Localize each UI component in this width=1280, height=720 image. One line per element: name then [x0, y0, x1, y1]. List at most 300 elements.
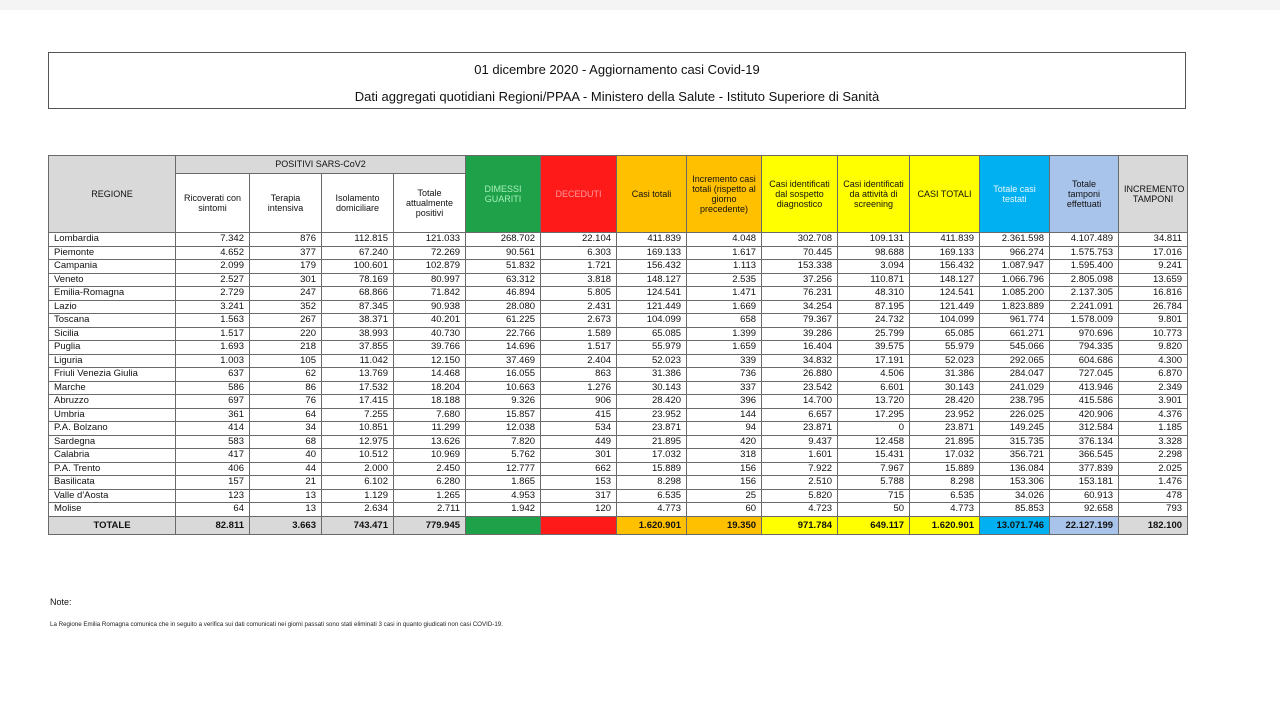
data-cell: 156.432 — [617, 260, 687, 274]
header-ricoverati: Ricoverati con sintomi — [176, 174, 250, 233]
data-cell: 16.055 — [466, 368, 541, 382]
data-cell: 339 — [687, 354, 762, 368]
data-cell: 1.865 — [466, 476, 541, 490]
table-row — [49, 354, 1188, 368]
data-cell: 5.762 — [466, 449, 541, 463]
data-cell: 64 — [250, 408, 322, 422]
header-totale-positivi: Totale attualmente positivi — [394, 174, 466, 233]
data-cell: 268.702 — [466, 233, 541, 247]
region-name-cell: Molise — [49, 503, 176, 517]
data-cell: 23.952 — [617, 408, 687, 422]
data-cell: 301 — [250, 273, 322, 287]
data-cell: 876 — [250, 233, 322, 247]
data-cell: 715 — [838, 489, 910, 503]
data-cell: 658 — [687, 314, 762, 328]
data-cell: 104.099 — [617, 314, 687, 328]
table-row — [49, 462, 1188, 476]
header-incremento-casi: Incremento casi totali (rispetto al giorno precedente) — [687, 156, 762, 233]
data-cell: 604.686 — [1050, 354, 1119, 368]
total-cell: 1.620.901 — [617, 516, 687, 534]
header-terapia-intensiva: Terapia intensiva — [250, 174, 322, 233]
data-cell: 1.517 — [541, 341, 617, 355]
header-isolamento: Isolamento domiciliare — [322, 174, 394, 233]
data-cell: 3.901 — [1119, 395, 1188, 409]
data-cell: 12.975 — [322, 435, 394, 449]
data-cell: 7.680 — [394, 408, 466, 422]
data-cell: 415.586 — [1050, 395, 1119, 409]
region-name-cell: Toscana — [49, 314, 176, 328]
total-cell: 971.784 — [762, 516, 838, 534]
data-cell: 124.541 — [617, 287, 687, 301]
data-cell: 361 — [176, 408, 250, 422]
data-cell: 1.575.753 — [1050, 246, 1119, 260]
data-cell: 76.231 — [762, 287, 838, 301]
data-cell: 34 — [250, 422, 322, 436]
data-cell: 2.099 — [176, 260, 250, 274]
data-cell: 98.688 — [838, 246, 910, 260]
data-cell: 1.476 — [1119, 476, 1188, 490]
region-name-cell: P.A. Trento — [49, 462, 176, 476]
data-cell: 1.942 — [466, 503, 541, 517]
data-cell: 169.133 — [910, 246, 980, 260]
notes-label: Note: — [50, 597, 72, 607]
data-cell: 1.601 — [762, 449, 838, 463]
data-cell: 1.066.796 — [980, 273, 1050, 287]
region-name-cell: Sardegna — [49, 435, 176, 449]
data-cell: 169.133 — [617, 246, 687, 260]
data-cell: 6.657 — [762, 408, 838, 422]
data-cell: 218 — [250, 341, 322, 355]
data-cell: 87.345 — [322, 300, 394, 314]
data-cell: 23.542 — [762, 381, 838, 395]
report-subtitle: Dati aggregati quotidiani Regioni/PPAA - Ministero della Salute - Istituto Superiore di Sanità — [354, 89, 880, 104]
data-cell: 1.129 — [322, 489, 394, 503]
data-cell: 1.276 — [541, 381, 617, 395]
data-cell: 10.512 — [322, 449, 394, 463]
table-row — [49, 233, 1188, 247]
data-cell: 377 — [250, 246, 322, 260]
data-cell: 26.784 — [1119, 300, 1188, 314]
data-cell: 37.469 — [466, 354, 541, 368]
data-cell: 6.280 — [394, 476, 466, 490]
data-cell: 4.652 — [176, 246, 250, 260]
data-cell: 1.399 — [687, 327, 762, 341]
data-cell: 317 — [541, 489, 617, 503]
data-cell: 420.906 — [1050, 408, 1119, 422]
data-cell: 318 — [687, 449, 762, 463]
data-cell: 38.993 — [322, 327, 394, 341]
data-cell: 9.801 — [1119, 314, 1188, 328]
totals-label: TOTALE — [49, 516, 176, 534]
data-cell: 37.855 — [322, 341, 394, 355]
table-row — [49, 395, 1188, 409]
data-cell: 14.468 — [394, 368, 466, 382]
data-cell: 4.376 — [1119, 408, 1188, 422]
data-cell: 16.404 — [762, 341, 838, 355]
data-cell: 86 — [250, 381, 322, 395]
data-cell: 23.871 — [910, 422, 980, 436]
positivi-group-header: POSITIVI SARS-CoV2 — [176, 156, 466, 174]
data-cell: 6.102 — [322, 476, 394, 490]
covid-data-table — [48, 155, 1188, 535]
data-cell: 22.766 — [466, 327, 541, 341]
data-cell: 30.143 — [910, 381, 980, 395]
data-cell: 9.326 — [466, 395, 541, 409]
data-cell: 10.773 — [1119, 327, 1188, 341]
data-cell: 78.169 — [322, 273, 394, 287]
data-cell: 377.839 — [1050, 462, 1119, 476]
data-cell: 11.042 — [322, 354, 394, 368]
data-cell: 226.025 — [980, 408, 1050, 422]
region-name-cell: Piemonte — [49, 246, 176, 260]
table-row — [49, 273, 1188, 287]
data-cell: 4.107.489 — [1050, 233, 1119, 247]
data-cell: 4.773 — [617, 503, 687, 517]
region-name-cell: Calabria — [49, 449, 176, 463]
data-cell: 72.269 — [394, 246, 466, 260]
data-cell: 2.729 — [176, 287, 250, 301]
data-cell: 62 — [250, 368, 322, 382]
data-cell: 6.601 — [838, 381, 910, 395]
header-casi-totali-2: CASI TOTALI — [910, 156, 980, 233]
data-cell: 1.113 — [687, 260, 762, 274]
data-cell: 1.693 — [176, 341, 250, 355]
data-cell: 112.815 — [322, 233, 394, 247]
data-cell: 5.805 — [541, 287, 617, 301]
data-cell: 6.870 — [1119, 368, 1188, 382]
data-cell: 1.265 — [394, 489, 466, 503]
data-cell: 51.832 — [466, 260, 541, 274]
table-row — [49, 476, 1188, 490]
data-cell: 102.879 — [394, 260, 466, 274]
data-cell: 13.659 — [1119, 273, 1188, 287]
data-cell: 157 — [176, 476, 250, 490]
data-cell: 1.517 — [176, 327, 250, 341]
data-cell: 4.300 — [1119, 354, 1188, 368]
region-name-cell: Puglia — [49, 341, 176, 355]
data-cell: 28.420 — [910, 395, 980, 409]
total-cell: 649.117 — [838, 516, 910, 534]
data-cell: 17.016 — [1119, 246, 1188, 260]
data-cell: 414 — [176, 422, 250, 436]
region-name-cell: Veneto — [49, 273, 176, 287]
data-cell: 44 — [250, 462, 322, 476]
data-cell: 153.181 — [1050, 476, 1119, 490]
data-cell: 18.204 — [394, 381, 466, 395]
data-cell: 64 — [176, 503, 250, 517]
data-cell: 727.045 — [1050, 368, 1119, 382]
data-cell: 10.663 — [466, 381, 541, 395]
data-cell: 15.889 — [617, 462, 687, 476]
data-cell: 55.979 — [617, 341, 687, 355]
data-cell: 40 — [250, 449, 322, 463]
total-cell: 3.663 — [250, 516, 322, 534]
table-row — [49, 449, 1188, 463]
data-cell: 4.723 — [762, 503, 838, 517]
data-cell: 60.913 — [1050, 489, 1119, 503]
data-cell: 100.601 — [322, 260, 394, 274]
data-cell: 9.437 — [762, 435, 838, 449]
data-cell: 50 — [838, 503, 910, 517]
data-cell: 1.563 — [176, 314, 250, 328]
data-cell: 23.871 — [762, 422, 838, 436]
data-cell: 120 — [541, 503, 617, 517]
data-cell: 67.240 — [322, 246, 394, 260]
data-cell: 352 — [250, 300, 322, 314]
data-cell: 3.094 — [838, 260, 910, 274]
data-cell: 337 — [687, 381, 762, 395]
data-cell: 22.104 — [541, 233, 617, 247]
data-cell: 6.535 — [910, 489, 980, 503]
data-cell: 420 — [687, 435, 762, 449]
data-cell: 315.735 — [980, 435, 1050, 449]
data-cell: 411.839 — [617, 233, 687, 247]
data-cell: 34.026 — [980, 489, 1050, 503]
data-cell: 21.895 — [617, 435, 687, 449]
data-cell: 17.032 — [910, 449, 980, 463]
data-cell: 794.335 — [1050, 341, 1119, 355]
data-cell: 3.241 — [176, 300, 250, 314]
data-cell: 92.658 — [1050, 503, 1119, 517]
data-cell: 2.025 — [1119, 462, 1188, 476]
data-cell: 1.185 — [1119, 422, 1188, 436]
table-row — [49, 287, 1188, 301]
data-cell: 7.342 — [176, 233, 250, 247]
data-cell: 661.271 — [980, 327, 1050, 341]
data-cell: 156 — [687, 476, 762, 490]
data-cell: 534 — [541, 422, 617, 436]
data-cell: 396 — [687, 395, 762, 409]
total-cell: 784.595 — [466, 516, 541, 534]
data-cell: 39.575 — [838, 341, 910, 355]
total-cell: 779.945 — [394, 516, 466, 534]
data-cell: 18.188 — [394, 395, 466, 409]
data-cell: 1.721 — [541, 260, 617, 274]
data-cell: 34.254 — [762, 300, 838, 314]
data-cell: 105 — [250, 354, 322, 368]
data-cell: 736 — [687, 368, 762, 382]
data-cell: 17.415 — [322, 395, 394, 409]
data-cell: 94 — [687, 422, 762, 436]
data-cell: 13.626 — [394, 435, 466, 449]
data-cell: 121.033 — [394, 233, 466, 247]
data-cell: 156.432 — [910, 260, 980, 274]
data-cell: 793 — [1119, 503, 1188, 517]
data-cell: 1.578.009 — [1050, 314, 1119, 328]
data-cell: 37.256 — [762, 273, 838, 287]
region-name-cell: Basilicata — [49, 476, 176, 490]
total-cell: 19.350 — [687, 516, 762, 534]
data-cell: 15.431 — [838, 449, 910, 463]
data-cell: 25 — [687, 489, 762, 503]
data-cell: 46.894 — [466, 287, 541, 301]
data-cell: 2.634 — [322, 503, 394, 517]
total-cell: 82.811 — [176, 516, 250, 534]
data-cell: 52.023 — [617, 354, 687, 368]
data-cell: 1.471 — [687, 287, 762, 301]
data-cell: 68 — [250, 435, 322, 449]
data-cell: 302.708 — [762, 233, 838, 247]
data-cell: 267 — [250, 314, 322, 328]
table-row — [49, 381, 1188, 395]
data-cell: 104.099 — [910, 314, 980, 328]
data-cell: 71.842 — [394, 287, 466, 301]
data-cell: 31.386 — [617, 368, 687, 382]
data-cell: 970.696 — [1050, 327, 1119, 341]
data-cell: 413.946 — [1050, 381, 1119, 395]
header-casi-totali: Casi totali — [617, 156, 687, 233]
data-cell: 40.201 — [394, 314, 466, 328]
data-cell: 1.085.200 — [980, 287, 1050, 301]
data-cell: 2.805.098 — [1050, 273, 1119, 287]
data-cell: 31.386 — [910, 368, 980, 382]
data-cell: 1.617 — [687, 246, 762, 260]
data-cell: 583 — [176, 435, 250, 449]
header-deceduti: DECEDUTI — [541, 156, 617, 233]
data-cell: 220 — [250, 327, 322, 341]
data-cell: 16.816 — [1119, 287, 1188, 301]
data-cell: 1.823.889 — [980, 300, 1050, 314]
data-cell: 76 — [250, 395, 322, 409]
data-cell: 1.659 — [687, 341, 762, 355]
data-cell: 241.029 — [980, 381, 1050, 395]
data-cell: 87.195 — [838, 300, 910, 314]
data-cell: 121.449 — [910, 300, 980, 314]
data-cell: 366.545 — [1050, 449, 1119, 463]
header-casi-screening: Casi identificati da attività di screening — [838, 156, 910, 233]
region-name-cell: Lombardia — [49, 233, 176, 247]
table-row — [49, 314, 1188, 328]
data-cell: 415 — [541, 408, 617, 422]
data-cell: 23.871 — [617, 422, 687, 436]
data-cell: 3.328 — [1119, 435, 1188, 449]
data-cell: 1.595.400 — [1050, 260, 1119, 274]
data-cell: 9.820 — [1119, 341, 1188, 355]
data-cell: 109.131 — [838, 233, 910, 247]
data-cell: 1.589 — [541, 327, 617, 341]
data-cell: 48.310 — [838, 287, 910, 301]
data-cell: 21.895 — [910, 435, 980, 449]
data-cell: 15.889 — [910, 462, 980, 476]
data-cell: 30.143 — [617, 381, 687, 395]
data-cell: 40.730 — [394, 327, 466, 341]
data-cell: 4.953 — [466, 489, 541, 503]
data-cell: 906 — [541, 395, 617, 409]
table-row — [49, 260, 1188, 274]
region-name-cell: Lazio — [49, 300, 176, 314]
data-cell: 52.023 — [910, 354, 980, 368]
data-cell: 17.032 — [617, 449, 687, 463]
data-cell: 14.696 — [466, 341, 541, 355]
region-name-cell: P.A. Bolzano — [49, 422, 176, 436]
data-cell: 25.799 — [838, 327, 910, 341]
total-cell: 22.127.199 — [1050, 516, 1119, 534]
data-cell: 1.087.947 — [980, 260, 1050, 274]
region-header: REGIONE — [49, 156, 176, 233]
data-cell: 85.853 — [980, 503, 1050, 517]
data-cell: 863 — [541, 368, 617, 382]
data-cell: 2.510 — [762, 476, 838, 490]
data-cell: 7.967 — [838, 462, 910, 476]
table-row — [49, 327, 1188, 341]
data-cell: 148.127 — [910, 273, 980, 287]
data-cell: 153 — [541, 476, 617, 490]
data-cell: 55.979 — [910, 341, 980, 355]
data-cell: 966.274 — [980, 246, 1050, 260]
data-cell: 6.303 — [541, 246, 617, 260]
region-name-cell: Umbria — [49, 408, 176, 422]
data-cell: 24.732 — [838, 314, 910, 328]
data-cell: 5.820 — [762, 489, 838, 503]
data-cell: 61.225 — [466, 314, 541, 328]
total-cell: 1.620.901 — [910, 516, 980, 534]
data-cell: 2.349 — [1119, 381, 1188, 395]
region-name-cell: Abruzzo — [49, 395, 176, 409]
region-name-cell: Emilia-Romagna — [49, 287, 176, 301]
data-cell: 34.811 — [1119, 233, 1188, 247]
data-cell: 4.506 — [838, 368, 910, 382]
data-cell: 9.241 — [1119, 260, 1188, 274]
data-cell: 2.137.305 — [1050, 287, 1119, 301]
region-name-cell: Liguria — [49, 354, 176, 368]
data-cell: 149.245 — [980, 422, 1050, 436]
data-cell: 12.038 — [466, 422, 541, 436]
data-cell: 156 — [687, 462, 762, 476]
header-casi-testati: Totale casi testati — [980, 156, 1050, 233]
data-cell: 1.669 — [687, 300, 762, 314]
table-row — [49, 489, 1188, 503]
notes-text: La Regione Emilia Romagna comunica che in seguito a verifica sui dati comunicati nei giorni passati sono stati eliminati 3 casi in quanto giudicati non casi COVID-19. — [50, 621, 503, 628]
region-name-cell: Sicilia — [49, 327, 176, 341]
data-cell: 247 — [250, 287, 322, 301]
header-incremento-tamponi: INCREMENTO TAMPONI — [1119, 156, 1188, 233]
data-cell: 2.404 — [541, 354, 617, 368]
data-cell: 148.127 — [617, 273, 687, 287]
data-cell: 136.084 — [980, 462, 1050, 476]
data-cell: 79.367 — [762, 314, 838, 328]
data-cell: 292.065 — [980, 354, 1050, 368]
data-cell: 34.832 — [762, 354, 838, 368]
data-cell: 7.255 — [322, 408, 394, 422]
table-row — [49, 300, 1188, 314]
data-cell: 2.361.598 — [980, 233, 1050, 247]
region-name-cell: Friuli Venezia Giulia — [49, 368, 176, 382]
data-cell: 662 — [541, 462, 617, 476]
header-tamponi-effettuati: Totale tamponi effettuati — [1050, 156, 1119, 233]
data-cell: 7.820 — [466, 435, 541, 449]
data-cell: 10.851 — [322, 422, 394, 436]
total-cell: 182.100 — [1119, 516, 1188, 534]
data-cell: 2.673 — [541, 314, 617, 328]
data-cell: 7.922 — [762, 462, 838, 476]
data-cell: 13 — [250, 489, 322, 503]
data-cell: 26.880 — [762, 368, 838, 382]
data-cell: 4.773 — [910, 503, 980, 517]
total-cell: 743.471 — [322, 516, 394, 534]
data-cell: 90.561 — [466, 246, 541, 260]
report-title: 01 dicembre 2020 - Aggiornamento casi Covid-19 — [474, 62, 760, 77]
data-cell: 284.047 — [980, 368, 1050, 382]
data-cell: 449 — [541, 435, 617, 449]
table-row — [49, 435, 1188, 449]
data-cell: 356.721 — [980, 449, 1050, 463]
data-cell: 2.711 — [394, 503, 466, 517]
total-cell: 55.576 — [541, 516, 617, 534]
data-cell: 15.857 — [466, 408, 541, 422]
data-cell: 12.458 — [838, 435, 910, 449]
data-cell: 153.338 — [762, 260, 838, 274]
data-cell: 13.769 — [322, 368, 394, 382]
